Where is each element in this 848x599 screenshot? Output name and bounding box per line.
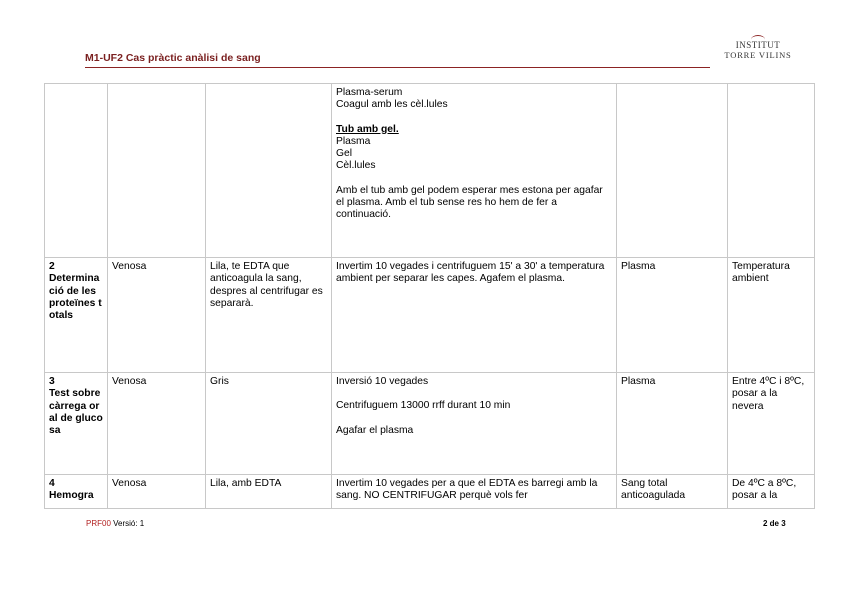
sample-procedure-table [44, 83, 815, 509]
header-divider [85, 67, 710, 68]
cell-tube: Lila, te EDTA que anticoagula la sang, despres al centrifugar es separarà. [206, 258, 332, 373]
institute-logo: INSTITUT TORRE VILINS [718, 40, 798, 70]
cell-vessel: Venosa [108, 475, 206, 509]
cell-tube [206, 84, 332, 258]
cell-sample: Plasma [617, 258, 728, 373]
cell-vessel: Venosa [108, 373, 206, 475]
cell-procedure: Invertim 10 vegades per a que el EDTA es barregi amb la sang. NO CENTRIFUGAR perquè vols fer [332, 475, 617, 509]
cell-procedure: Invertim 10 vegades i centrifuguem 15' a 30' a temperatura ambient per separar les capes. Agafem el plasma. [332, 258, 617, 373]
footer-version: PRF00 Versió: 1 [86, 519, 145, 528]
cell-number: 2 Determinació de les proteïnes totals [45, 258, 108, 373]
page-number: 2 de 3 [763, 519, 786, 528]
document-title: M1-UF2 Cas pràctic anàlisi de sang [85, 52, 261, 64]
cell-sample: Plasma [617, 373, 728, 475]
cell-conservation [728, 84, 815, 258]
cell-conservation: De 4ºC a 8ºC, posar a la [728, 475, 815, 509]
cell-conservation: Entre 4ºC i 8ºC, posar a la nevera [728, 373, 815, 475]
cell-vessel: Venosa [108, 258, 206, 373]
cell-vessel [108, 84, 206, 258]
table-row [45, 84, 815, 258]
table-row [45, 475, 815, 509]
table-row [45, 373, 815, 475]
cell-procedure: Inversió 10 vegades Centrifuguem 13000 rrff durant 10 min Agafar el plasma [332, 373, 617, 475]
cell-procedure: Plasma-serum Coagul amb les cèl.lules Tub amb gel. Plasma Gel Cèl.lules Amb el tub amb gel podem esperar mes estona per agafar el plasma. Amb el tub sense res ho hem de fer a continuació. [332, 84, 617, 258]
cell-tube: Lila, amb EDTA [206, 475, 332, 509]
cell-sample [617, 84, 728, 258]
cell-conservation: Temperatura ambient [728, 258, 815, 373]
logo-arc-icon [751, 35, 765, 44]
cell-number [45, 84, 108, 258]
cell-number: 4 Hemogra [45, 475, 108, 509]
cell-number: 3 Test sobrecàrrega oral de glucosa [45, 373, 108, 475]
table-row [45, 258, 815, 373]
cell-tube: Gris [206, 373, 332, 475]
cell-sample: Sang total anticoagulada [617, 475, 728, 509]
